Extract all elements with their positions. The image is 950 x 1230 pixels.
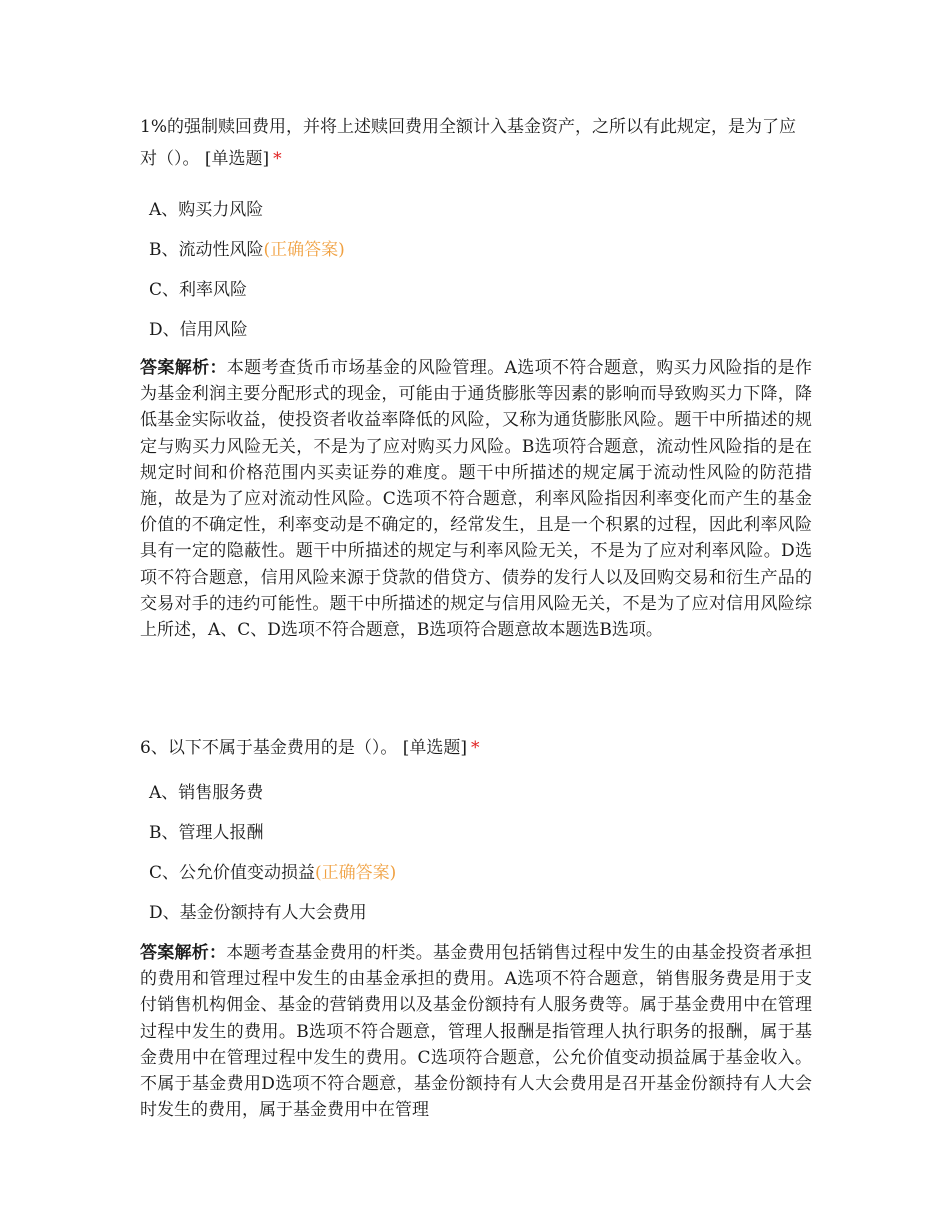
option-text: D、信用风险 <box>149 320 248 340</box>
answer-analysis <box>140 940 812 1123</box>
correct-answer-tag: (正确答案) <box>315 863 397 883</box>
option-text: A、销售服务费 <box>149 783 264 803</box>
required-mark: * <box>470 738 480 758</box>
option-a <box>140 190 812 230</box>
option-text: B、流动性风险 <box>149 240 264 260</box>
question-stem <box>140 111 812 175</box>
option-c <box>140 270 812 310</box>
option-a <box>140 773 812 813</box>
option-text: B、管理人报酬 <box>149 823 264 843</box>
option-text: C、公允价值变动损益 <box>149 863 316 883</box>
analysis-text: 本题考查货币市场基金的风险管理。A选项不符合题意，购买力风险指的是作为基金利润主要分配形式的现金，可能由于通货膨胀等因素的影响而导致购买力下降，降低基金实际收益，使投资者收益率降低的风险，又称为通货膨胀风险。题干中所描述的规定与购买力风险无关，不是为了应对购买力风险。B选项符合题意，流动性风险指的是在规定时间和价格范围内买卖证券的难度。题干中所描述的规定属于流动性风险的防范措施，故是为了应对流动性风险。C选项不符合题意，利率风险指因利率变化而产生的基金价值的不确定性，利率变动是不确定的，经常发生，且是一个积累的过程，因此利率风险具有一定的隐蔽性。题干中所描述的规定与利率风险无关，不是为了应对利率风险。D选项不符合题意，信用风险来源于贷款的借贷方、债券的发行人以及回购交易和衍生产品的交易对手的违约可能性。题干中所描述的规定与信用风险无关，不是为了应对信用风险综上所述，A、C、D选项不符合题意，B选项符合题意故本题选B选项。 <box>140 358 813 641</box>
question-stem <box>140 732 812 764</box>
option-text: D、基金份额持有人大会费用 <box>149 903 367 923</box>
analysis-label: 答案解析： <box>140 358 227 378</box>
option-b <box>140 813 812 853</box>
option-list <box>140 190 812 350</box>
option-text: C、利率风险 <box>149 280 248 300</box>
option-list <box>140 773 812 933</box>
option-b <box>140 230 812 270</box>
option-c <box>140 853 812 893</box>
option-text: A、购买力风险 <box>149 200 264 220</box>
question-text: 1%的强制赎回费用，并将上述赎回费用全额计入基金资产，之所以有此规定，是为了应对（）。 [单选题] <box>140 117 796 169</box>
analysis-text: 本题考查基金费用的杆类。基金费用包括销售过程中发生的由基金投资者承担的费用和管理过程中发生的由基金承担的费用。A选项不符合题意，销售服务费是用于支付销售机构佣金、基金的营销费用以及基金份额持有人服务费等。属于基金费用中在管理过程中发生的费用。B选项不符合题意，管理人报酬是指管理人执行职务的报酬，属于基金费用中在管理过程中发生的费用。C选项符合题意，公允价值变动损益属于基金收入。不属于基金费用D选项不符合题意，基金份额持有人大会费用是召开基金份额持有人大会时发生的费用，属于基金费用中在管理 <box>140 943 813 1121</box>
analysis-label: 答案解析： <box>140 943 227 963</box>
option-d <box>140 310 812 350</box>
answer-analysis <box>140 355 812 643</box>
correct-answer-tag: (正确答案) <box>263 240 345 260</box>
required-mark: * <box>273 149 282 169</box>
question-text: 6、以下不属于基金费用的是（）。 [单选题] <box>140 738 467 758</box>
option-d <box>140 893 812 933</box>
